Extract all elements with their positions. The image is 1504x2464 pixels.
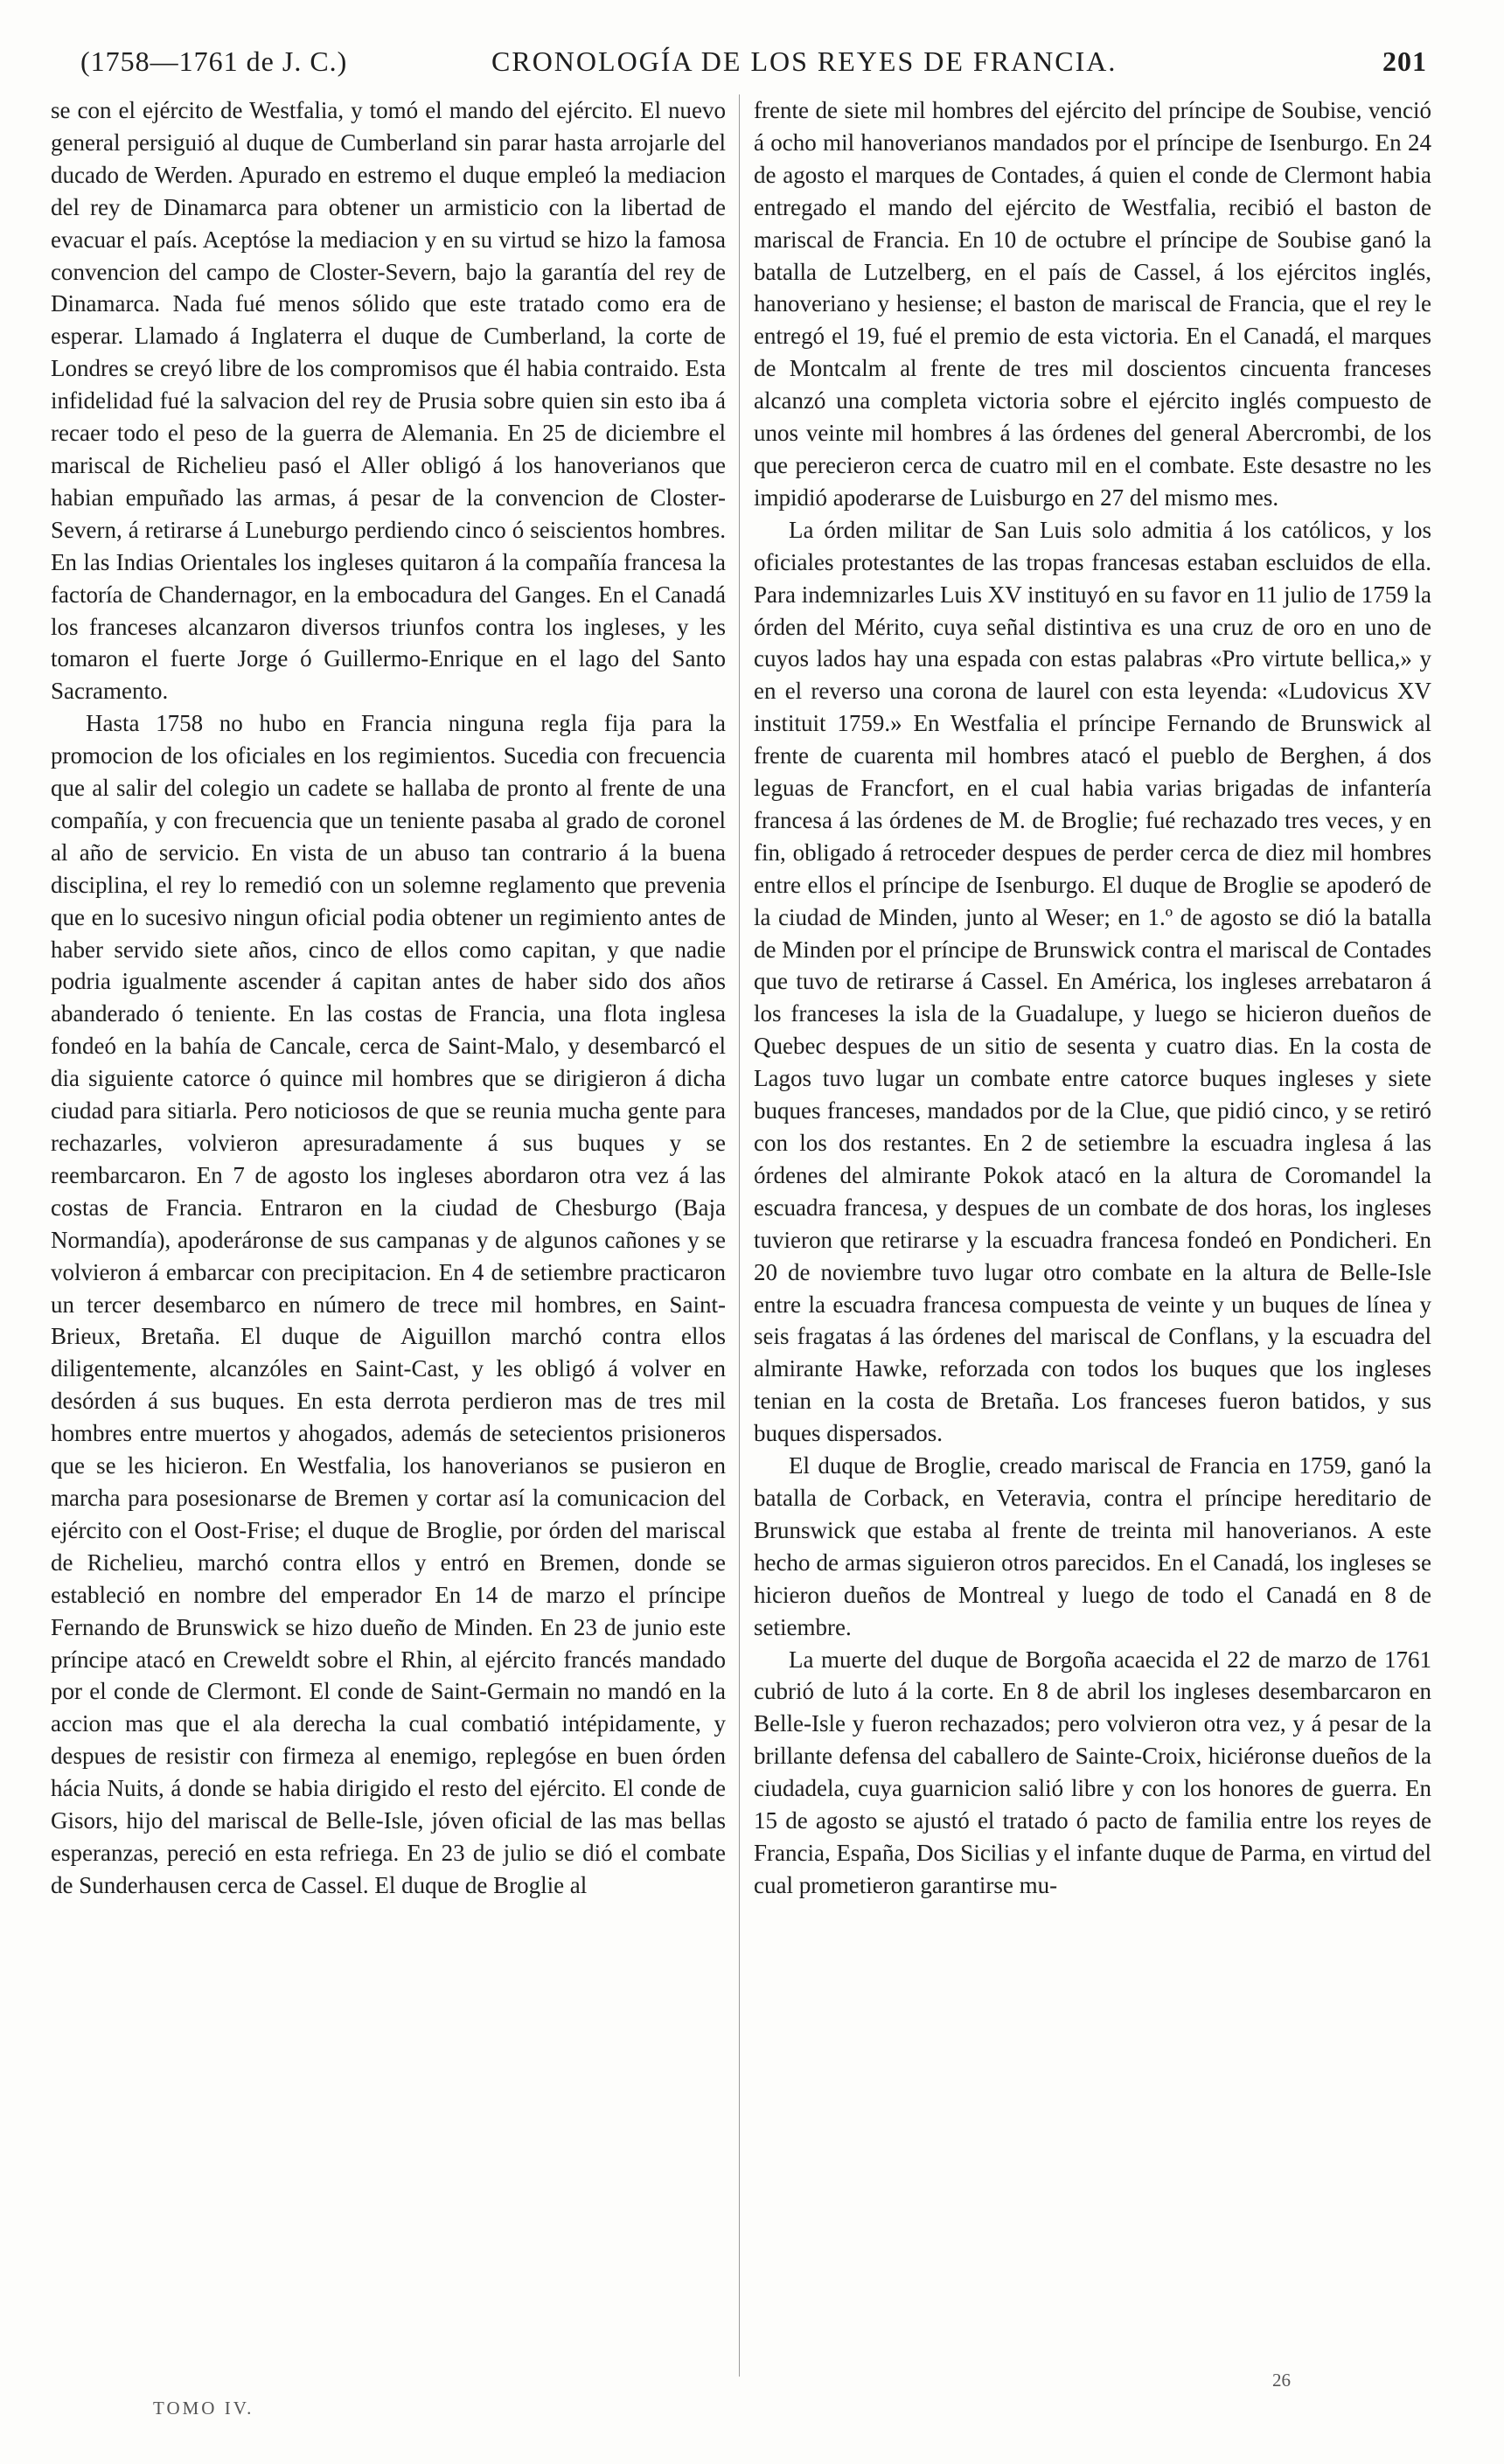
left-paragraph-1: se con el ejército de Westfalia, y tomó el mando del ejército. El nuevo general persiguió al duque de Cumberland sin parar hasta arrojarle del ducado de Werden. Apurado en estremo el duque empleó la mediacion del rey de Dinamarca para obtener un armisticio con la libertad de evacuar el país. Aceptóse la mediacion y en su virtud se hizo la famosa convencion del campo de Closter-Severn, bajo la garantía del rey de Dinamarca. Nada fué menos sólido que este tratado como era de esperar. Llamado á Inglaterra el duque de Cumberland, la corte de Londres se creyó libre de los compromisos que él habia contraido. Esta infidelidad fué la salvacion del rey de Prusia sobre quien sin esto iba á recaer todo el peso de la guerra de Alemania. En 25 de diciembre el mariscal de Richelieu pasó el Aller obligó á los hanoverianos que habian empuñado las armas, á pesar de la convencion de Closter-Severn, á retirarse á Luneburgo perdiendo cinco ó seiscientos hombres. En las Indias Orientales los ingleses quitaron á la compañía francesa la factoría de Chandernagor, en la embocadura del Ganges. En el Canadá los franceses alcanzaron diversos triunfos contra los ingleses, y les tomaron el fuerte Jorge ó Guillermo-Enrique en el lago del Santo Sacramento. <box>51 97 726 705</box>
right-paragraph-4: La muerte del duque de Borgoña acaecida el 22 de marzo de 1761 cubrió de luto á la corte. En 8 de abril los ingleses desembarcaron en Belle-Isle y fueron rechazados; pero volvieron otra vez, y á pesar de la brillante defensa del caballero de Sainte-Croix, hiciéronse dueños de la ciudadela, cuya guarnicion salió libre y con los honores de guerra. En 15 de agosto se ajustó el tratado ó pacto de familia entre los reyes de Francia, España, Dos Sicilias y el infante duque de Parma, en virtud del cual prometieron garantirse mu- <box>754 1646 1431 1898</box>
header-title: CRONOLOGÍA DE LOS REYES DE FRANCIA. <box>491 45 1118 77</box>
page-number: 201 <box>1382 45 1427 77</box>
column-divider <box>739 94 740 2377</box>
signature-mark: 26 <box>1272 2370 1291 2391</box>
volume-label: TOMO IV. <box>153 2398 254 2419</box>
left-paragraph-2: Hasta 1758 no hubo en Francia ninguna regla fija para la promocion de los oficiales en los regimientos. Sucedia con frecuencia que al salir del colegio un cadete se hallaba de pronto al frente de una compañía, y con frecuencia que un teniente pasaba al grado de coronel al año de servicio. En vista de un abuso tan contrario á la buena disciplina, el rey lo remedió con un solemne reglamento que prevenia que en lo sucesivo ningun oficial podia obtener un regimiento antes de haber servido siete años, cinco de ellos como capitan, y que nadie podria igualmente ascender á capitan antes de haber sido dos años abanderado ó teniente. En las costas de Francia, una flota inglesa fondeó en la bahía de Cancale, cerca de Saint-Malo, y desembarcó el dia siguiente catorce ó quince mil hombres que se dirigieron á dicha ciudad para sitiarla. Pero noticiosos de que se reunia mucha gente para rechazarles, volvieron apresuradamente á sus buques y se reembarcaron. En 7 de agosto los ingleses abordaron otra vez á las costas de Francia. Entraron en la ciudad de Chesburgo (Baja Normandía), apoderáronse de sus campanas y de algunos cañones y se volvieron á embarcar con precipitacion. En 4 de setiembre practicaron un tercer desembarco en número de trece mil hombres, en Saint-Brieux, Bretaña. El duque de Aiguillon marchó contra ellos diligentemente, alcanzóles en Saint-Cast, y les obligó á volver en desórden á sus buques. En esta derrota perdieron mas de tres mil hombres entre muertos y ahogados, además de setecientos prisioneros que se les hicieron. En Westfalia, los hanoverianos se pusieron en marcha para posesionarse de Bremen y cortar así la comunicacion del ejército con el Oost-Frise; el duque de Broglie, por órden del mariscal de Richelieu, marchó contra ellos y entró en Bremen, donde se estableció en nombre del emperador En 14 de marzo el príncipe Fernando de Brunswick se hizo dueño de Minden. En 23 de junio este príncipe atacó en Creweldt sobre el Rhin, al ejército francés mandado por el conde de Clermont. El conde de Saint-Germain no mandó en la accion mas que el ala derecha la cual combatió intépidamente, y despues de resistir con firmeza al enemigo, replegóse en buen órden hácia Nuits, á donde se habia dirigido el resto del ejército. El conde de Gisors, hijo del mariscal de Belle-Isle, jóven oficial de las mas bellas esperanzas, pereció en esta refriega. En 23 de julio se dió el combate de Sunderhausen cerca de Cassel. El duque de Broglie al <box>51 710 726 1898</box>
right-paragraph-3: El duque de Broglie, creado mariscal de Francia en 1759, ganó la batalla de Corback, en Veteravia, contra el príncipe hereditario de Brunswick que estaba al frente de treinta mil hanoverianos. A este hecho de armas siguieron otros parecidos. En el Canadá, los ingleses se hicieron dueños de Montreal y luego de todo el Canadá en 8 de setiembre. <box>754 1452 1431 1640</box>
header-date-range: (1758—1761 de J. C.) <box>80 45 348 77</box>
right-paragraph-1: frente de siete mil hombres del ejército del príncipe de Soubise, venció á ocho mil hanoverianos mandados por el príncipe de Isenburgo. En 24 de agosto el marques de Contades, á quien el conde de Clermont habia entregado el mando del ejército de Westfalia, recibió el baston de mariscal de Francia. En 10 de octubre el príncipe de Soubise ganó la batalla de Lutzelberg, en el país de Cassel, á los ejércitos inglés, hanoveriano y hesiense; el baston de mariscal de Francia, que el rey le entregó el 19, fué el premio de esta victoria. En el Canadá, el marques de Montcalm al frente de tres mil doscientos cincuenta franceses alcanzó una completa victoria sobre el ejército inglés compuesto de unos veinte mil hombres á las órdenes del general Abercrombi, de los que perecieron cerca de cuatro mil en el combate. Este desastre no les impidió apoderarse de Luisburgo en 27 del mismo mes. <box>754 97 1431 511</box>
running-header <box>80 45 1427 87</box>
left-column <box>51 94 726 1902</box>
right-column <box>754 94 1431 1902</box>
right-paragraph-2: La órden militar de San Luis solo admitia á los católicos, y los oficiales protestantes de las tropas francesas estaban escluidos de ella. Para indemnizarles Luis XV instituyó en su favor en 11 julio de 1759 la órden del Mérito, cuya señal distintiva es una cruz de oro en uno de cuyos lados hay una espada con estas palabras «Pro virtute bellica,» y en el reverso una corona de laurel con esta leyenda: «Ludovicus XV instituit 1759.» En Westfalia el príncipe Fernando de Brunswick al frente de cuarenta mil hombres atacó el pueblo de Berghen, á dos leguas de Francfort, en el cual habia varias brigadas de infantería francesa á las órdenes de M. de Broglie; fué rechazado tres veces, y en fin, obligado á retroceder despues de perder cerca de diez mil hombres entre ellos el príncipe de Isenburgo. El duque de Broglie se apoderó de la ciudad de Minden, junto al Weser; en 1.º de agosto se dió la batalla de Minden por el príncipe de Brunswick contra el mariscal de Contades que tuvo de retirarse á Cassel. En América, los ingleses arrebataron á los franceses la isla de la Guadalupe, y luego se hicieron dueños de Quebec despues de un sitio de sesenta y cuatro dias. En la costa de Lagos tuvo lugar un combate entre catorce buques ingleses y siete buques franceses, mandados por de la Clue, que pidió cinco, y se retiró con los dos restantes. En 2 de setiembre la escuadra inglesa á las órdenes del almirante Pokok atacó en la altura de Coromandel la escuadra francesa, y despues de un combate de dos horas, los ingleses tuvieron que retirarse y la escuadra francesa fondeó en Pondicheri. En 20 de noviembre tuvo lugar otro combate en la altura de Belle-Isle entre la escuadra francesa compuesta de veinte y un buques de línea y seis fragatas á las órdenes del mariscal de Conflans, y la escuadra del almirante Hawke, reforzada con todos los buques que los ingleses tenian en la costa de Bretaña. Los franceses fueron batidos, y sus buques dispersados. <box>754 516 1431 1447</box>
